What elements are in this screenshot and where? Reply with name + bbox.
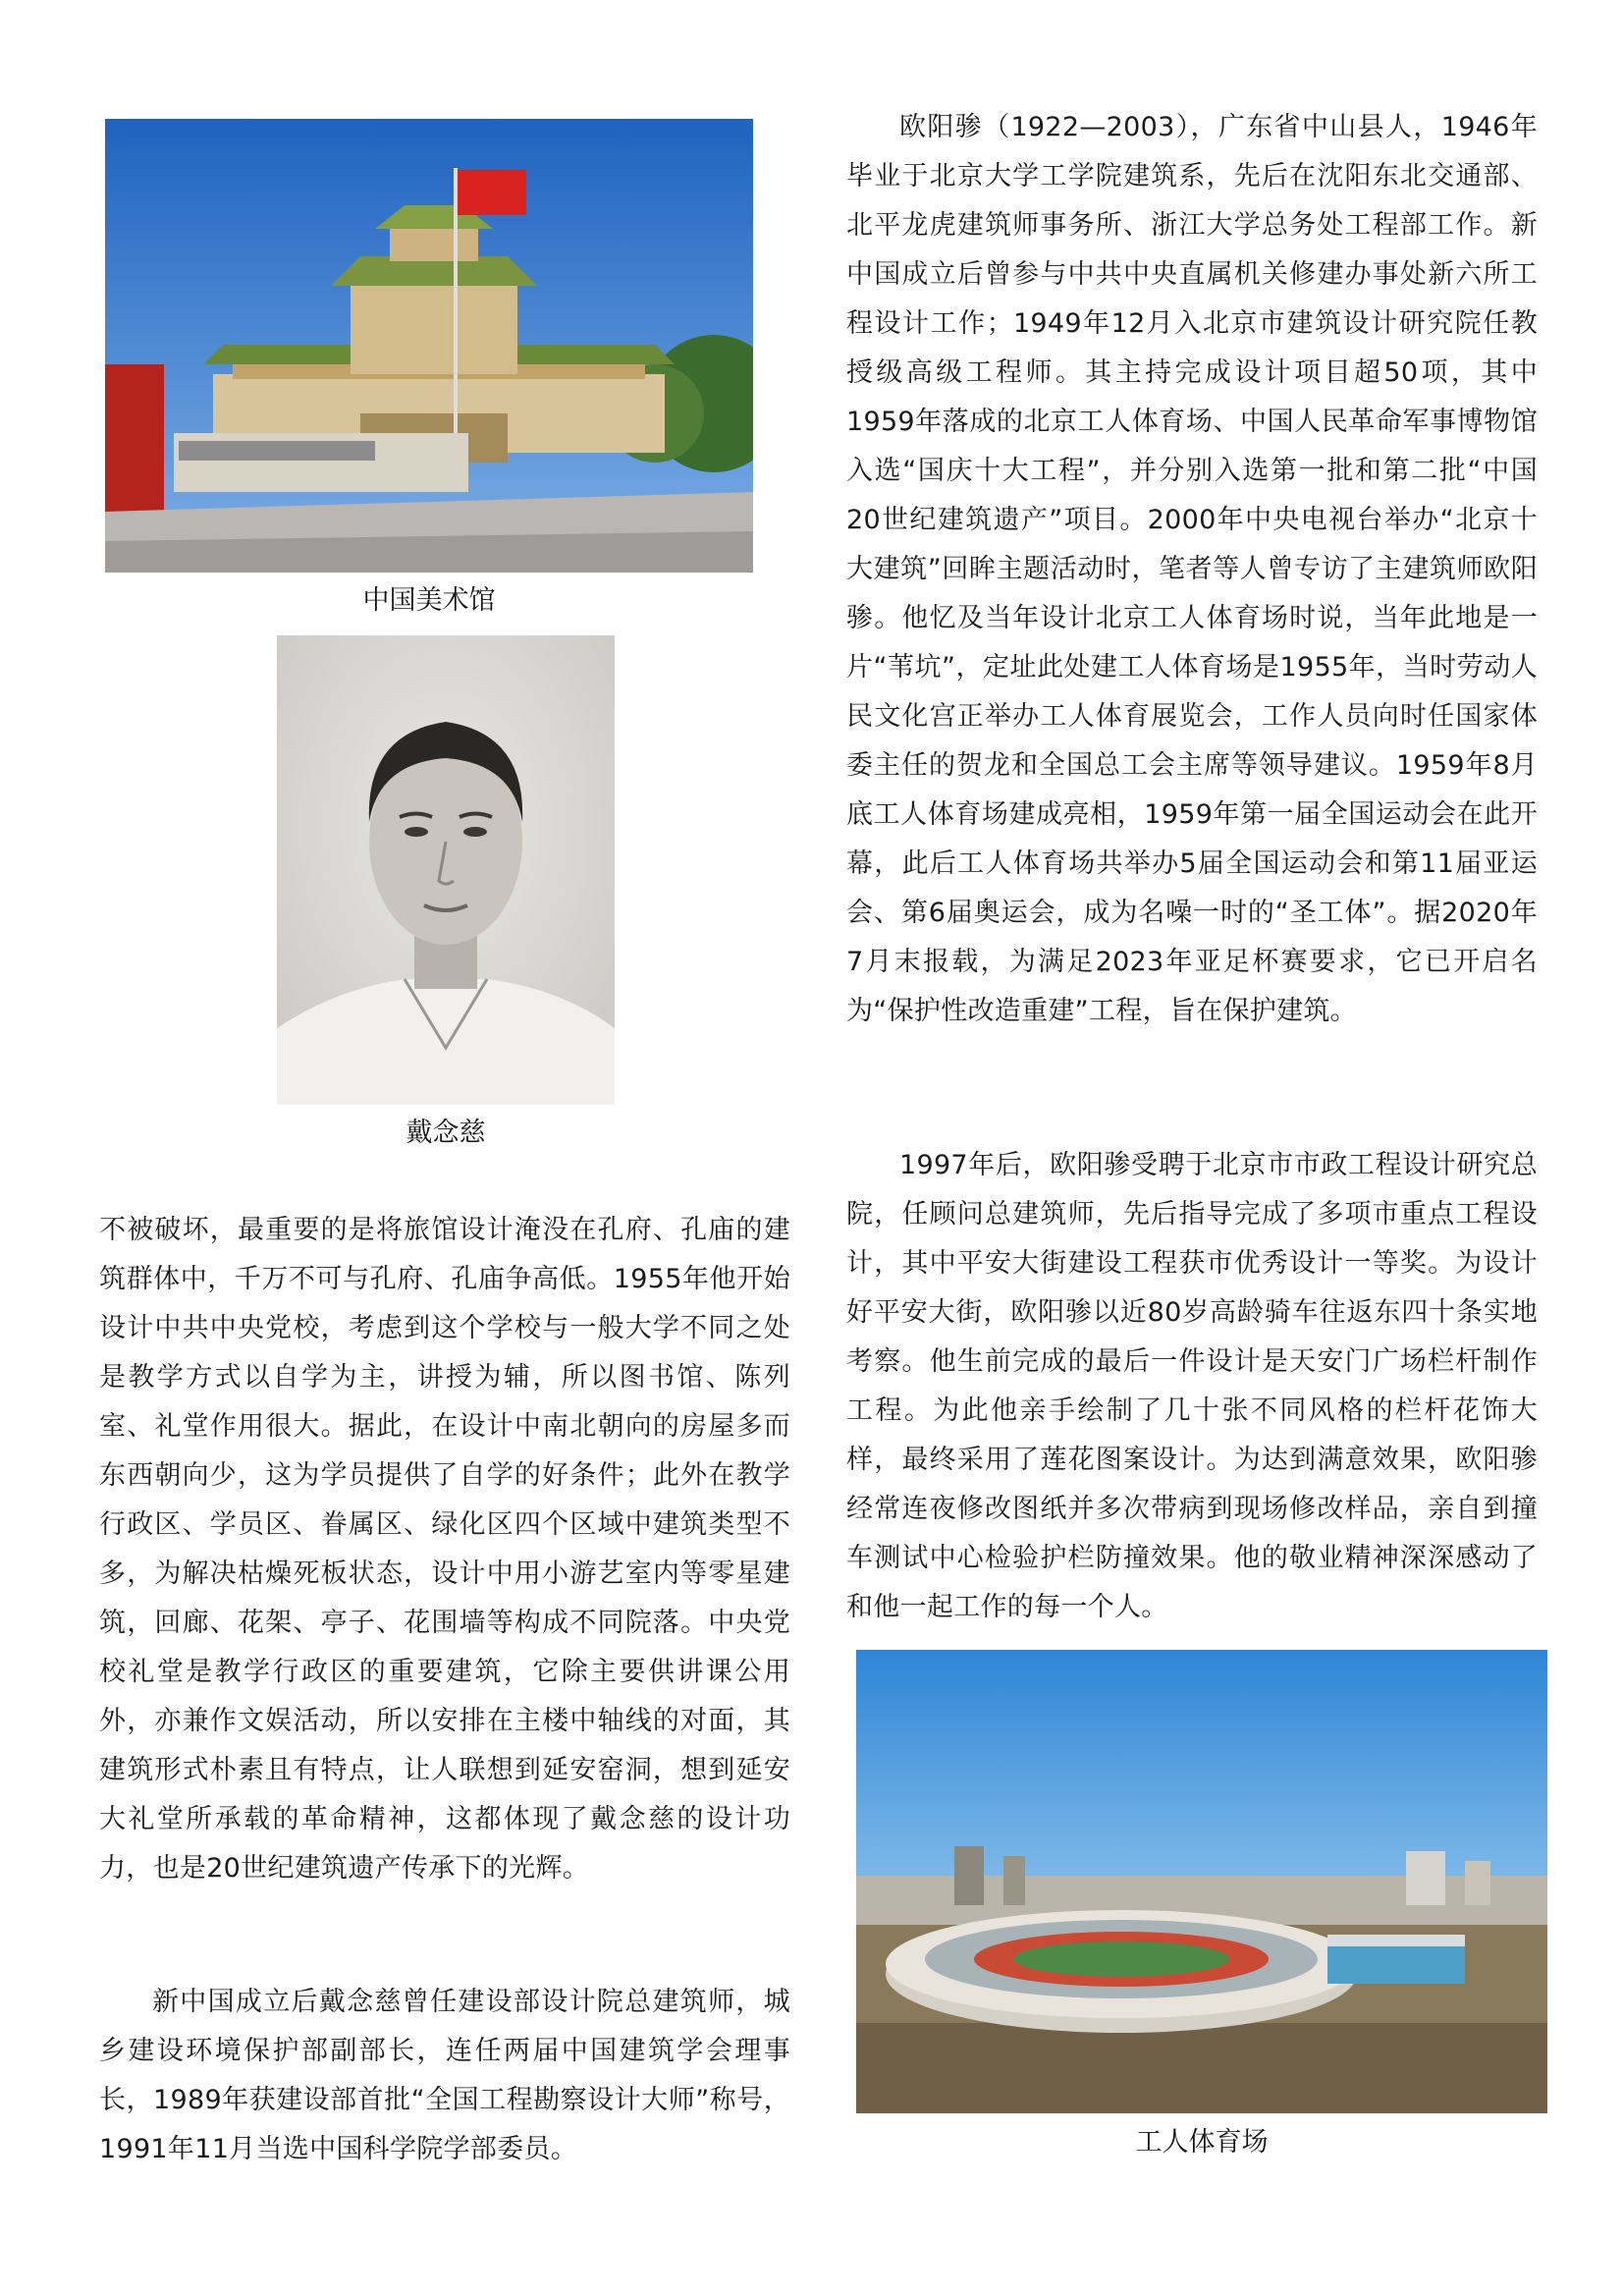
stadium-aerial-photo-icon	[856, 1650, 1547, 2113]
paragraph-dai-positions: 新中国成立后戴念慈曾任建设部设计院总建筑师，城乡建设环境保护部副部长，连任两届中国建筑学会理事长，1989年获建设部首批“全国工程勘察设计大师”称号，1991年11月当选中国科学院学部委员。	[99, 1987, 790, 2164]
article-column-left-middle	[99, 1206, 790, 1893]
stadium-caption: 工人体育场	[1135, 2127, 1269, 2158]
portrait-caption: 戴念慈	[406, 1118, 486, 1148]
museum-photo	[105, 119, 753, 573]
paragraph-ouyang-biography: 欧阳骖（1922—2003），广东省中山县人，1946年毕业于北京大学工学院建筑系，先后在沈阳东北交通部、北平龙虎建筑师事务所、浙江大学总务处工程部工作。新中国成立后曾参与中共中央直属机关修建办事处新六所工程设计工作；1949年12月入北京市建筑设计研究院任教授级高级工程师。其主持完成设计项目超50项，其中1959年落成的北京工人体育场、中国人民革命军事博物馆入选“国庆十大工程”，并分别入选第一批和第二批“中国20世纪建筑遗产”项目。2000年中央电视台举办“北京十大建筑”回眸主题活动时，笔者等人曾专访了主建筑师欧阳骖。他忆及当年设计北京工人体育场时说，当年此地是一片“苇坑”，定址此处建工人体育场是1955年，当时劳动人民文化宫正举办工人体育展览会，工作人员向时任国家体委主任的贺龙和全国总工会主席等领导建议。1959年8月底工人体育场建成亮相，1959年第一届全国运动会在此开幕，此后工人体育场共举办5届全国运动会和第11届亚运会、第6届奥运会，成为名噪一时的“圣工体”。据2020年7月末报载，为满足2023年亚足杯赛要求，它已开启名为“保护性改造重建”工程，旨在保护建筑。	[846, 112, 1538, 1026]
paragraph-ouyang-later-work: 1997年后，欧阳骖受聘于北京市市政工程设计研究总院，任顾问总建筑师，先后指导完成了多项市重点工程设计，其中平安大街建设工程获市优秀设计一等奖。为设计好平安大街，欧阳骖以近80岁高龄骑车往返东四十条实地考察。他生前完成的最后一件设计是天安门广场栏杆制作工程。为此他亲手绘制了几十张不同风格的栏杆花饰大样，最终采用了莲花图案设计。为达到满意效果，欧阳骖经常连夜修改图纸并多次带病到现场修改样品，亲自到撞车测试中心检验护栏防撞效果。他的敬业精神深深感动了和他一起工作的每一个人。	[846, 1150, 1538, 1622]
portrait-photo-icon	[277, 635, 615, 1105]
article-column-left-bottom	[99, 1978, 790, 2174]
article-column-right-middle	[846, 1141, 1538, 1632]
museum-photo-icon	[105, 119, 753, 573]
portrait-photo	[277, 635, 615, 1105]
stadium-photo	[856, 1650, 1547, 2113]
article-column-right-top	[846, 103, 1538, 1036]
paragraph-dai-designs: 不被破坏，最重要的是将旅馆设计淹没在孔府、孔庙的建筑群体中，千万不可与孔府、孔庙争高低。1955年他开始设计中共中央党校，考虑到这个学校与一般大学不同之处是教学方式以自学为主，讲授为辅，所以图书馆、陈列室、礼堂作用很大。据此，在设计中南北朝向的房屋多而东西朝向少，这为学员提供了自学的好条件；此外在教学行政区、学员区、眷属区、绿化区四个区域中建筑类型不多，为解决枯燥死板状态，设计中用小游艺室内等零星建筑，回廊、花架、亭子、花围墙等构成不同院落。中央党校礼堂是教学行政区的重要建筑，它除主要供讲课公用外，亦兼作文娱活动，所以安排在主楼中轴线的对面，其建筑形式朴素且有特点，让人联想到延安窑洞，想到延安大礼堂所承载的革命精神，这都体现了戴念慈的设计功力，也是20世纪建筑遗产传承下的光辉。	[99, 1215, 790, 1884]
museum-caption: 中国美术馆	[362, 585, 496, 616]
